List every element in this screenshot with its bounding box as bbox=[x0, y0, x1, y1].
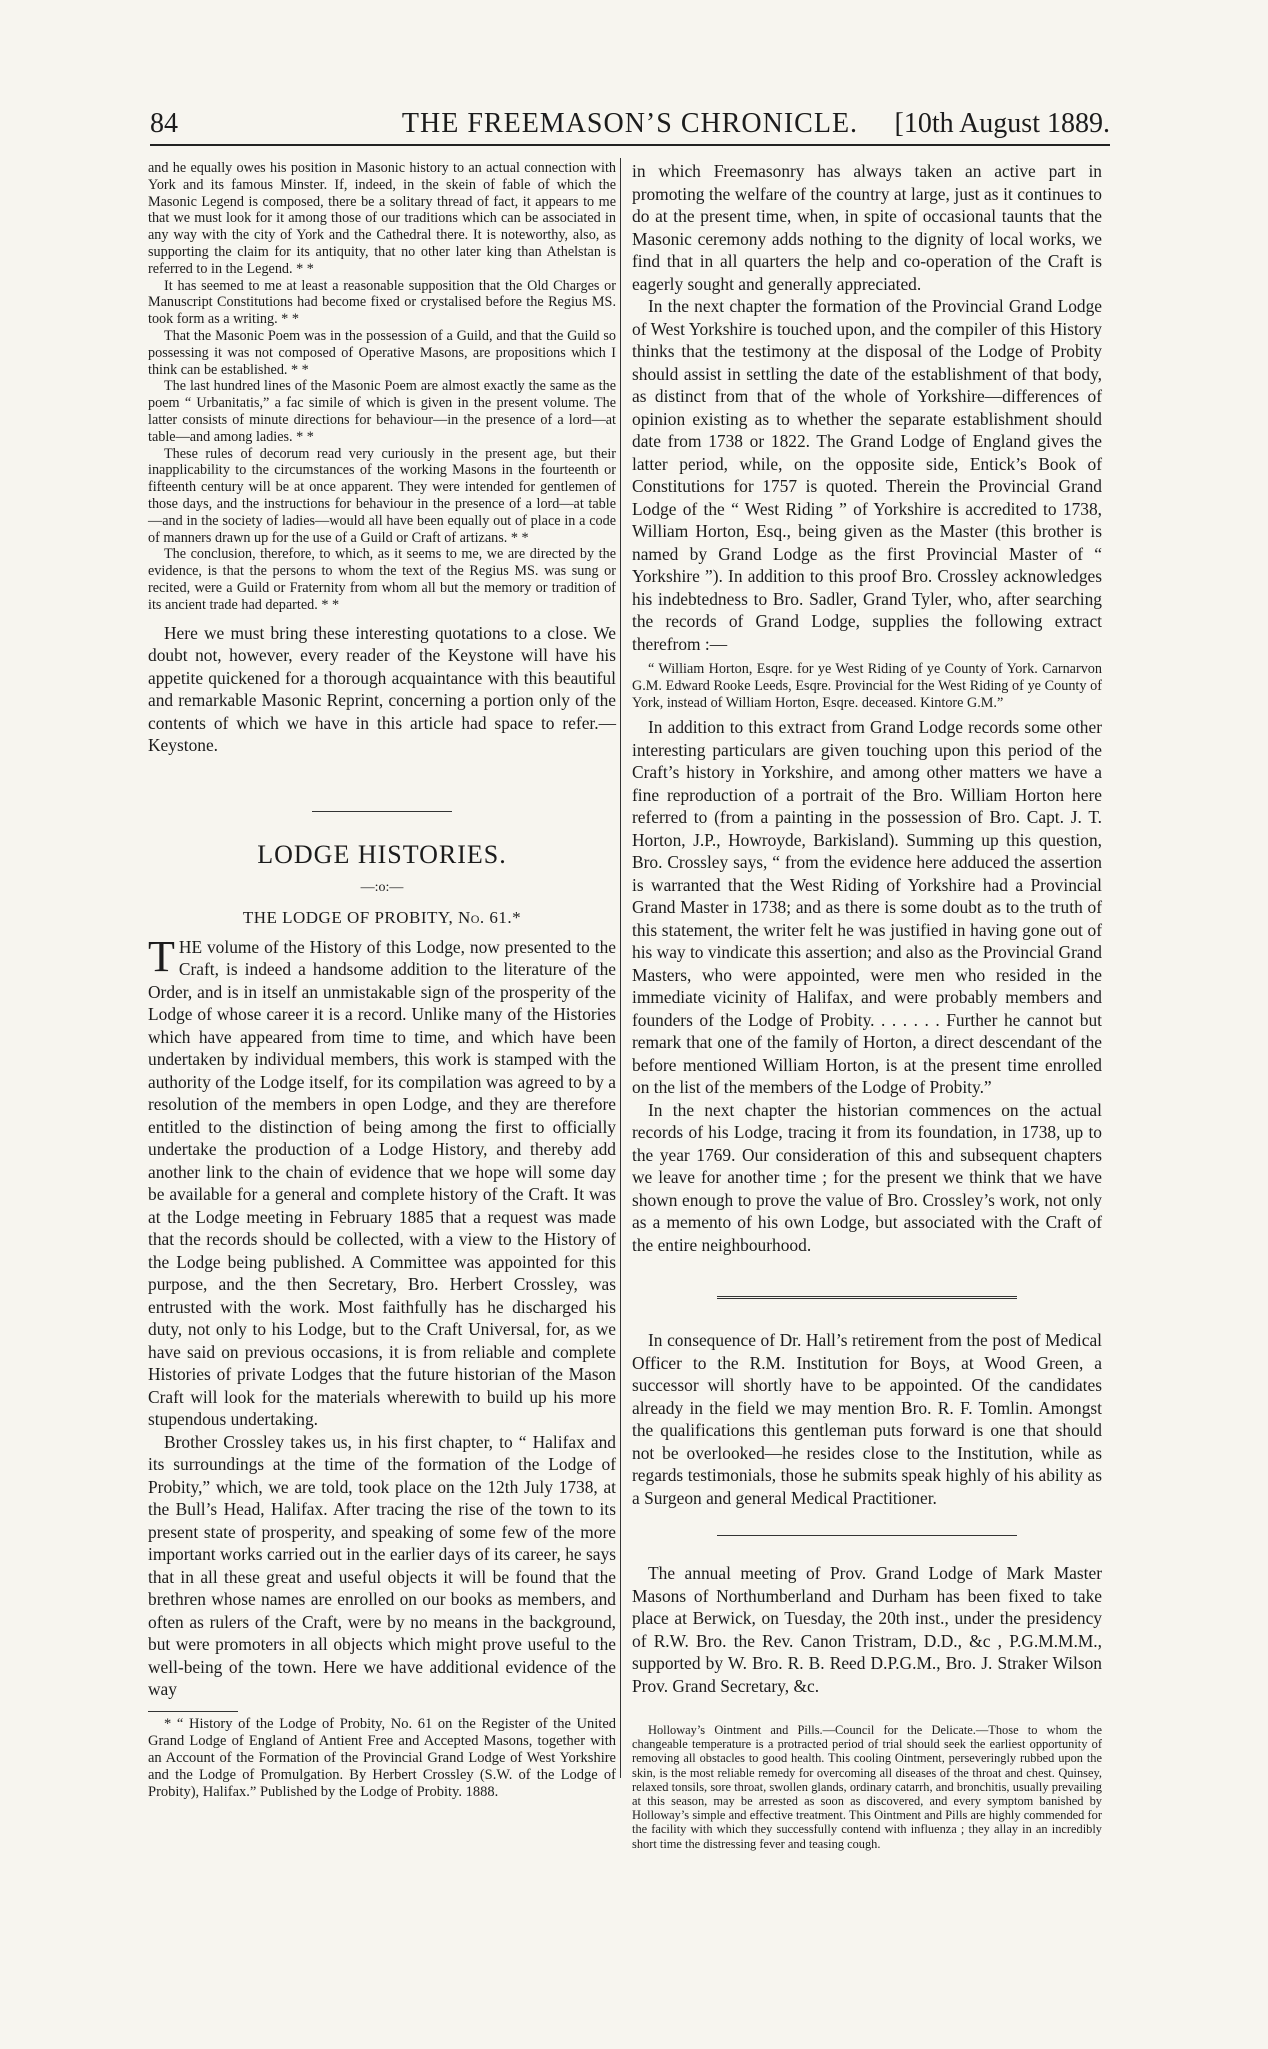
quote-text: “ William Horton, Esqre. for ye West Riding of ye County of York. Carnarvon G.M. Edward Rooke Leeds, Esqre. Provincial for the West Riding of ye County of York, instead of William Horton, Esqre. deceased. Kintore G.M.” bbox=[632, 661, 1102, 711]
grand-lodge-extract bbox=[632, 661, 1102, 712]
article-paragraph: In the next chapter the formation of the Provincial Grand Lodge of West Yorkshire is touched upon, and the compiler of this History thinks that the testimony at the disposal of the Lodge of Probity should assist in settling the date of the establishment of that body, as distinct from that of the whole of Yorkshire—differences of opinion existing as to whether the separate establishment should date from 1738 or 1822. The Grand Lodge of England gives the latter period, while, on the opposite side, Entick’s Book of Constitutions for 1757 is quoted. Therein the Provincial Grand Lodge of the “ West Riding ” of Yorkshire is accredited to 1738, William Horton, Esq., being given as the Master (this brother is named by Grand Lodge as the first Provincial Master of “ Yorkshire ”). In addition to this proof Bro. Crossley acknowledges his indebtedness to Bro. Sadler, Grand Tyler, who, after searching the records of Grand Lodge, supplies the following extract therefrom :— bbox=[632, 296, 1102, 654]
news-item-mark-masons bbox=[632, 1562, 1102, 1697]
article-paragraph: In addition to this extract from Grand Lodge records some other interesting particulars are given touching upon this period of the Craft’s history in Yorkshire, and among other matters we have a fine reproduction of a portrait of the Bro. William Horton here referred to (from a painting in the possession of Bro. Capt. J. T. Horton, J.P., Howroyde, Barkisland). Summing up this question, Bro. Crossley says, “ from the evidence here adduced the assertion is warranted that the West Riding of Yorkshire had a Provincial Grand Master in 1738; and as there is some doubt as to the truth of this statement, the writer felt he was justified in having gone out of his way to vindicate this assertion; and also as the Provincial Grand Masters, who were appointed, were men who resided in the immediate vicinity of Halifax, and were probably members and founders of the Lodge of Probity. . . . . . . Further he cannot but remark that one of the family of Horton, a direct descendant of the before mentioned William Horton, is at the present time enrolled on the list of the members of the Lodge of Probity.” bbox=[632, 717, 1102, 1097]
extract-paragraph: These rules of decorum read very curiously in the present age, but their inapplicability to the circumstances of the working Masons in the fourteenth or fifteenth century will be at once apparent. They were intended for gentlemen of those days, and the instructions for behaviour in the presence of a lord—at table—and in the society of ladies—would all have been equally out of place in a code of manners drawn up for the use of a Guild or Craft of artizans. * * bbox=[148, 445, 616, 546]
article-paragraph: Brother Crossley takes us, in his first chapter, to “ Halifax and its surroundings at the time of the formation of the Lodge of Probity,” which, we are told, took place on the 12th July 1738, at the Bull’s Head, Halifax. After tracing the rise of the town to its present state of prosperity, and speaking of some few of the more important works carried out in the earlier days of its career, he says that in all these great and useful objects it will be found that the brethren whose names are enrolled on our books as members, and often as rulers of the Craft, were by no means in the background, but were promoters in all objects which might prove useful to the well-being of the town. Here we have additional evidence of the way bbox=[148, 1431, 616, 1700]
section-ornament: —:o:— bbox=[360, 879, 404, 895]
extract-paragraph: The conclusion, therefore, to which, as it seems to me, we are directed by the evidence, is that the persons to whom the text of the Regius MS. was sung or recited, were a Guild or Fraternity from whom all but the memory or tradition of its ancient trade had departed. * * bbox=[148, 546, 616, 613]
extract-paragraph: and he equally owes his position in Masonic history to an actual connection with York and its famous Minster. If, indeed, in the skein of fable of which the Masonic Legend is composed, there be a solitary thread of fact, it appears to me that we must look for it among those of our traditions which can be associated in any way with the city of York and the Cathedral there. It is noteworthy, also, as supporting the claim for its antiquity, that no other later king than Athelstan is referred to in the Legend. * * bbox=[148, 160, 616, 277]
article-body bbox=[148, 931, 616, 1701]
section-rule bbox=[717, 1296, 1017, 1299]
article-paragraph-text: HE volume of the History of this Lodge, now presented to the Craft, is indeed a handsome addition to the literature of the Order, and is in itself an unmistakable sign of the prosperity of the Lodge of whose career it is a record. Unlike many of the Histories which have appeared from time to time, and which have been undertaken by individual members, this work is stamped with the authority of the Lodge itself, for its compilation was agreed to by a resolution of the members in open Lodge, and they are therefore entitled to the distinction of being among the first to officially undertake the production of a Lodge History, and thereby add another link to the chain of evidence that we hope will some day be available for a general and complete history of the Craft. It was at the Lodge meeting in February 1885 that a request was made that the records should be collected, with a view to the History of the Lodge being published. A Committee was appointed for this purpose, and the then Secretary, Bro. Herbert Crossley, was entrusted with the work. Most faithfully has he discharged his duty, not only to his Lodge, but to the Craft Universal, for, as we have said on previous occasions, it is from reliable and complete Histories of private Lodges that the future historian of the Mason Craft will look for the materials wherewith to build up his more stupendous undertaking. bbox=[148, 936, 616, 1430]
section-heading: LODGE HISTORIES. bbox=[257, 839, 507, 869]
footnote bbox=[148, 1716, 616, 1801]
advert-text: Holloway’s Ointment and Pills.—Council for the Delicate.—Those to whom the changeable temperature is a protracted period of trial should seek the earliest opportunity of removing all obstacles to good health. This cooling Ointment, perseveringly rubbed upon the skin, is the most reliable remedy for overcoming all diseases of the throat and chest. Quinsey, relaxed tonsils, sore throat, swollen glands, ordinary catarrh, and bronchitis, usually prevailing at this season, may be arrested as soon as discovered, and every symptom banished by Holloway’s simple and effective treatment. This Ointment and Pills are highly commended for the facility with which they successfully contend with influenza ; they allay in an incredibly short time the distressing fever and teasing cough. bbox=[632, 1723, 1102, 1851]
news-paragraph: In consequence of Dr. Hall’s retirement from the post of Medical Officer to the R.M. Institution for Boys, at Wood Green, a successor will shortly have to be appointed. Of the candidates already in the field we may mention Bro. R. F. Tomlin. Amongst the qualifications this gentleman puts forward is one that should not be overlooked—he resides close to the Institution, while as regards testimonials, those he submits speak highly of his ability as a Surgeon and general Medical Practitioner. bbox=[632, 1330, 1102, 1508]
article-paragraph bbox=[148, 931, 616, 1431]
masthead bbox=[150, 108, 1110, 148]
drop-cap: T bbox=[148, 931, 175, 981]
article-subheading: THE LODGE OF PROBITY, No. 61.* bbox=[242, 907, 522, 927]
column-divider bbox=[620, 158, 621, 1778]
article-paragraph: In the next chapter the historian commences on the actual records of his Lodge, tracing it from its foundation, in 1738, up to the year 1769. Our consideration of this and subsequent chapters we leave for another time ; for the present we think that we have shown enough to prove the value of Bro. Crossley’s work, not only as a memento of his own Lodge, but associated with the Craft of the entire neighbourhood. bbox=[632, 1099, 1102, 1255]
news-item-medical-officer bbox=[632, 1329, 1102, 1509]
footnote-rule bbox=[148, 1711, 238, 1712]
publication-title: THE FREEMASON’S CHRONICLE. bbox=[401, 108, 859, 139]
masthead-rule bbox=[150, 144, 1110, 146]
issue-date: [10th August 1889. bbox=[894, 108, 1110, 139]
closing-block bbox=[148, 622, 616, 757]
closing-paragraph: Here we must bring these interesting quotations to a close. We doubt not, however, every reader of the Keystone will have his appetite quickened for a thorough acquaintance with this beautiful and remarkable Masonic Reprint, concerning a portion only of the contents of which we have in this article had space to refer.—Keystone. bbox=[148, 622, 616, 756]
quoted-extracts bbox=[148, 160, 616, 614]
article-continuation bbox=[632, 160, 1102, 655]
footnote-text: * “ History of the Lodge of Probity, No. 61 on the Register of the United Grand Lodge of England of Antient Free and Accepted Masons, together with an Account of the Formation of the Provincial Grand Lodge of West Yorkshire and the Lodge of Promulgation. By Herbert Crossley (S.W. of the Lodge of Probity), Halifax.” Published by the Lodge of Probity. 1888. bbox=[148, 1715, 616, 1800]
extract-paragraph: It has seemed to me at least a reasonable supposition that the Old Charges or Manuscript Constitutions had become fixed or crystalised before the Regius MS. took form as a writing. * * bbox=[148, 277, 616, 328]
article-paragraph: in which Freemasonry has always taken an active part in promoting the welfare of the country at large, just as it continues to do at the present time, when, in spite of occasional taunts that the Masonic ceremony adds nothing to the dignity of local works, we find that in all quarters the help and co-operation of the Craft is eagerly sought and generally appreciated. bbox=[632, 161, 1102, 294]
right-column bbox=[632, 160, 1102, 1851]
extract-paragraph: The last hundred lines of the Masonic Poem are almost exactly the same as the poem “ Urbanitatis,” a fac simile of which is given in the present volume. The latter consists of minute directions for behaviour—in the presence of a lord—at table—and among ladies. * * bbox=[148, 378, 616, 445]
holloway-advertisement bbox=[632, 1723, 1102, 1851]
page-number: 84 bbox=[150, 108, 178, 139]
extract-paragraph: That the Masonic Poem was in the possession of a Guild, and that the Guild so possessing it was not composed of Operative Masons, are propositions which I think can be established. * * bbox=[148, 327, 616, 378]
article-continuation-2 bbox=[632, 716, 1102, 1256]
left-column bbox=[148, 160, 616, 1801]
news-paragraph: The annual meeting of Prov. Grand Lodge of Mark Master Masons of Northumberland and Durham has been fixed to take place at Berwick, on Tuesday, the 20th inst., under the presidency of R.W. Bro. the Rev. Canon Tristram, D.D., &c , P.G.M.M.M., supported by W. Bro. R. B. Reed D.P.G.M., Bro. J. Straker Wilson Prov. Grand Secretary, &c. bbox=[632, 1563, 1102, 1696]
section-rule bbox=[717, 1535, 1017, 1536]
